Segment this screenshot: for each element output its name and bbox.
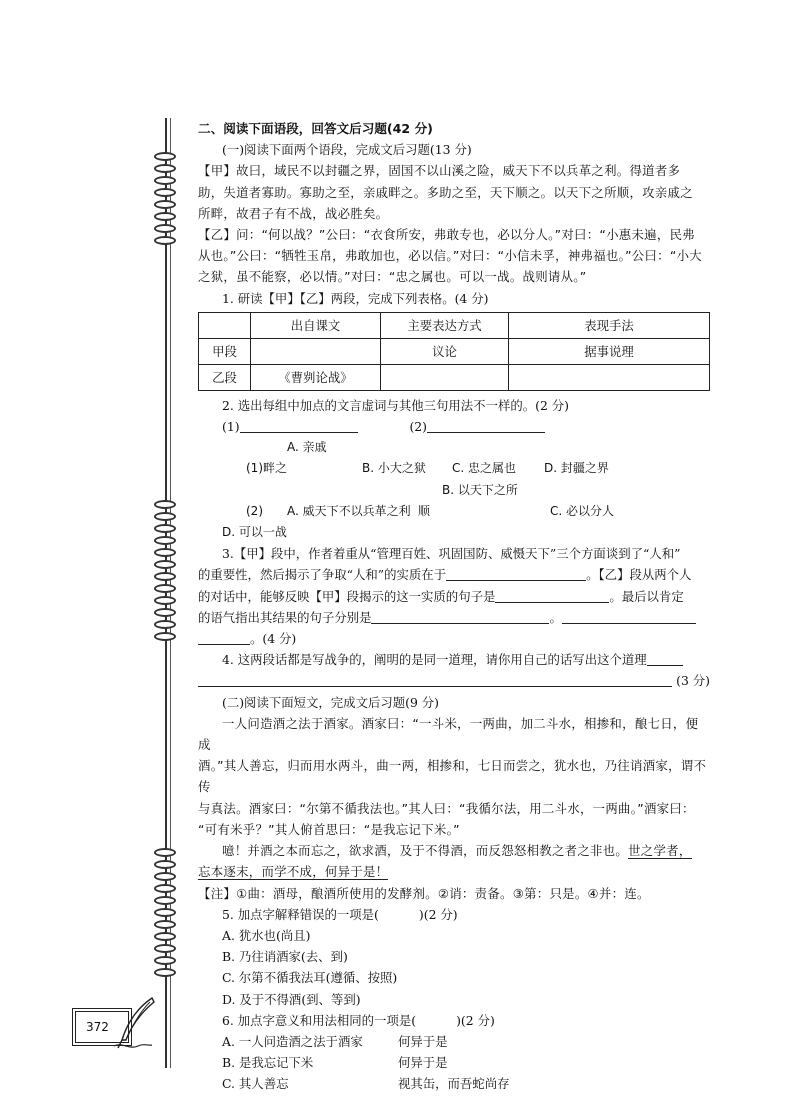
question-3-line: 3.【甲】段中，作者着重从“管理百姓、巩固国防、威慑天下”三个方面谈到了“人和” — [222, 546, 681, 562]
question-6-option — [198, 1073, 710, 1094]
option-d: D. 可以一战 — [222, 525, 287, 540]
question-1: 1. 研读【甲】【乙】两段，完成下列表格。(4 分) — [222, 290, 489, 306]
table-cell: 据事说理 — [509, 338, 710, 364]
option-d: D. 封疆之界 — [544, 461, 609, 476]
question-3-text: 的重要性，然后揭示了争取“人和”的实质在于 — [198, 567, 447, 583]
option-b: B. 以天下之所顺 — [418, 482, 518, 518]
passage-line: 助，失道者寡助。寡助之至，亲戚畔之。多助之至，天下顺之。以天下之所顺，攻亲戚之 — [198, 184, 693, 200]
question-6: 6. 加点字意义和用法相同的一项是( — [222, 1012, 417, 1028]
table-header-row — [199, 312, 710, 338]
answer-blank[interactable] — [446, 567, 586, 581]
option-c: C. 忠之属也 — [452, 461, 517, 476]
passage-line: 与真法。酒家曰：“尔第不循我法也。”其人曰：“我循尔法，用二斗水，一两曲。”酒家曰： — [198, 800, 695, 816]
answer-blank[interactable] — [427, 419, 545, 433]
passage-line: “可有米乎？”其人俯首思曰：“是我忘记下米。” — [198, 821, 460, 837]
question-6-score: )(2 分) — [456, 1012, 495, 1028]
passage-story — [198, 713, 710, 883]
passage-line: 噫！并酒之本而忘之，欲求酒，及于不得酒，而反怨怒相教之者之非也。 — [222, 843, 629, 859]
spiral-binding — [152, 118, 178, 1068]
table-cell: 甲段 — [199, 338, 251, 364]
option-a: A. 亲戚畔之 — [263, 440, 327, 476]
question-3-text: 的对话中，能够反映【甲】段揭示的这一实质的句子是 — [198, 588, 496, 604]
question-3 — [198, 543, 710, 649]
answer-blank[interactable] — [240, 419, 358, 433]
binding-coil-group — [152, 500, 178, 644]
table-header: 表现手法 — [509, 312, 710, 338]
answer-blank[interactable] — [562, 610, 696, 624]
question-4-text: 4. 这两段话都是写战争的，阐明的是同一道理，请你用自己的话写出这个道理 — [222, 652, 647, 668]
page-number: 372 — [75, 1011, 129, 1043]
option-a: A. 威天下不以兵革之利 — [287, 503, 411, 518]
table-cell: 议论 — [381, 338, 509, 364]
table-cell-input[interactable] — [509, 364, 710, 390]
table-header: 出自课文 — [251, 312, 381, 338]
question-6-option — [198, 1052, 710, 1073]
question-2: 2. 选出每组中加点的文言虚词与其他三句用法不一样的。(2 分) — [222, 397, 570, 413]
table-cell — [199, 312, 251, 338]
option-right: 何异于是 — [398, 1055, 448, 1071]
table-cell-input[interactable] — [381, 364, 509, 390]
table-row — [199, 364, 710, 390]
quill-pen-icon — [112, 996, 160, 1052]
blank-label: (1) — [222, 419, 240, 435]
option-group-label: (1) — [246, 461, 263, 476]
option-right: 何异于是 — [398, 1033, 448, 1049]
question-4-score: (3 分) — [676, 673, 710, 689]
option-left: A. 一人问造酒之法于酒家 — [222, 1033, 363, 1049]
table-row — [199, 338, 710, 364]
blank-label: (2) — [409, 419, 428, 435]
table-cell: 《曹刿论战》 — [251, 364, 381, 390]
passage-line: 从也。”公曰：“牺牲玉帛，弗敢加也，必以信。”对曰：“小信未孚，神弗福也。”公曰：“小大 — [198, 248, 702, 264]
passage-line: 【甲】故曰，域民不以封疆之界，固国不以山溪之险，威天下不以兵革之利。得道者多 — [198, 163, 681, 179]
question-3-score: 。(4 分) — [250, 631, 297, 647]
page-content — [198, 118, 710, 1095]
passage-line: 【乙】问：“何以战？”公曰：“衣食所安，弗敢专也，必以分人。”对曰：“小惠未遍，民弗 — [198, 227, 695, 243]
answer-blank[interactable] — [647, 652, 683, 666]
answer-blank[interactable] — [198, 631, 250, 645]
table-header: 主要表达方式 — [381, 312, 509, 338]
binding-coil-group — [152, 848, 178, 980]
option-right: 视其缶，而吾蛇尚存 — [398, 1076, 510, 1092]
passage-line: 所畔，故君子有不战，战必胜矣。 — [198, 205, 389, 221]
table-cell-input[interactable] — [251, 338, 381, 364]
question-5-option: A. 犹水也(尚且) — [222, 927, 311, 943]
binding-coil-group — [152, 152, 178, 248]
passage-line: 酒。”其人善忘，归而用水两斗，曲一两，相掺和，七日而尝之，犹水也，乃往诮酒家，谓不传 — [198, 758, 707, 795]
option-left: C. 其人善忘 — [222, 1076, 289, 1092]
passage-line: 一人问造酒之法于酒家。酒家曰：“一斗米，一两曲，加二斗水，相掺和，酿七日，便成 — [198, 715, 699, 753]
answer-table — [198, 312, 710, 391]
part2-title: (二)阅读下面短文，完成文后习题(9 分) — [222, 694, 440, 710]
annotation-note: 【注】①曲：酒母，酿酒所使用的发酵剂。②诮：责备。③第：只是。④并：连。 — [198, 885, 650, 901]
question-3-text: 。最后以肯定 — [609, 588, 684, 604]
question-3-text: 的语气指出其结果的句子分别是 — [198, 609, 372, 625]
question-2-options-1 — [198, 437, 710, 479]
table-cell: 乙段 — [199, 364, 251, 390]
question-4 — [198, 649, 710, 691]
question-2-options-2 — [198, 480, 710, 544]
passage-yi — [198, 224, 710, 288]
question-5-option: B. 乃往诮酒家(去、到) — [222, 949, 348, 965]
option-group-label: (2) — [246, 503, 263, 518]
option-c: C. 必以分人 — [550, 503, 615, 518]
underlined-sentence: 世之学者， — [628, 843, 692, 859]
question-6-option — [198, 1031, 710, 1052]
question-5: 5. 加点字解释错误的一项是( — [222, 906, 379, 922]
answer-blank[interactable] — [371, 610, 549, 624]
question-3-text: 。 — [549, 609, 562, 625]
option-b: B. 小大之狱 — [362, 461, 426, 476]
part1-title: (一)阅读下面两个语段，完成文后习题(13 分) — [222, 142, 472, 158]
section-title: 二、阅读下面语段，回答文后习题(42 分) — [198, 121, 433, 136]
question-5-score: )(2 分) — [418, 906, 458, 922]
question-2-blanks — [198, 416, 710, 437]
answer-blank[interactable] — [495, 589, 609, 603]
answer-blank[interactable] — [198, 673, 672, 687]
underlined-sentence: 忘本逐末，而学不成，何异于是！ — [198, 864, 389, 880]
passage-jia — [198, 160, 710, 224]
option-left: B. 是我忘记下米 — [222, 1055, 314, 1071]
question-5-option: D. 及于不得酒(到、等到) — [222, 991, 361, 1007]
question-3-text: 。【乙】段从两个人 — [586, 567, 692, 583]
passage-line: 之狱，虽不能察，必以情。”对曰：“忠之属也。可以一战。战则请从。” — [198, 269, 587, 285]
question-5-option: C. 尔第不循我法耳(遵循、按照) — [222, 970, 398, 986]
